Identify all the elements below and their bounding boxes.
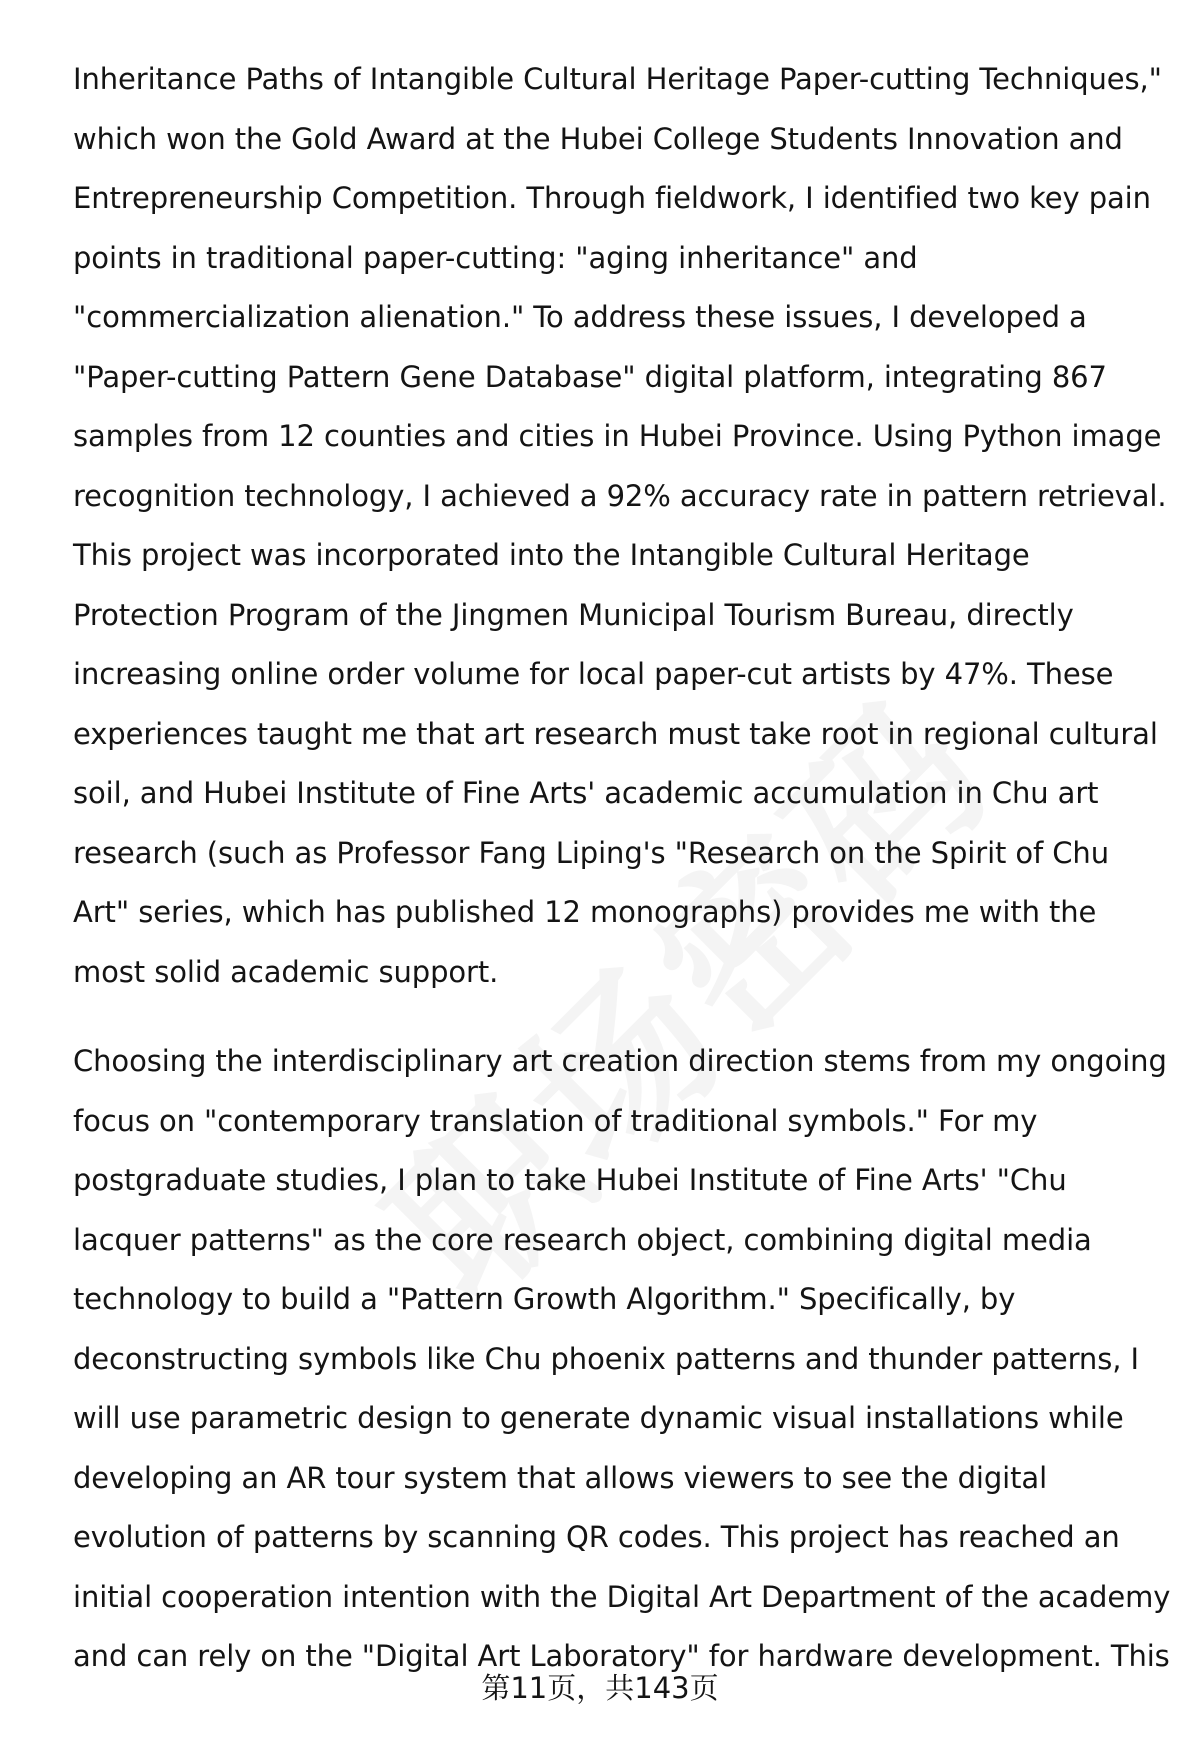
text-line: postgraduate studies, I plan to take Hubei Institute of Fine Arts' "Chu xyxy=(73,1163,1067,1197)
text-line: experiences taught me that art research must take root in regional cultural xyxy=(73,716,1158,751)
text-line: initial cooperation intention with the Digital Art Department of the academy xyxy=(73,1579,1171,1614)
text-line: recognition technology, I achieved a 92% accuracy rate in pattern retrieval. xyxy=(73,478,1167,513)
text-line: deconstructing symbols like Chu phoenix patterns and thunder patterns, I xyxy=(73,1341,1139,1376)
text-line: evolution of patterns by scanning QR codes. This project has reached an xyxy=(73,1520,1120,1554)
text-line: "Paper-cutting Pattern Gene Database" digital platform, integrating 867 xyxy=(73,359,1107,394)
text-line: This project was incorporated into the Intangible Cultural Heritage xyxy=(73,538,1030,572)
page-number-footer: 第11页，共143页 xyxy=(481,1671,719,1705)
text-line: Inheritance Paths of Intangible Cultural Heritage Paper-cutting Techniques," xyxy=(73,62,1162,96)
paragraph-2 xyxy=(73,1032,1171,1687)
text-line: developing an AR tour system that allows viewers to see the digital xyxy=(73,1460,1048,1495)
text-line: will use parametric design to generate dynamic visual installations while xyxy=(73,1401,1124,1435)
text-line: Protection Program of the Jingmen Municipal Tourism Bureau, directly xyxy=(73,597,1074,632)
text-line: samples from 12 counties and cities in Hubei Province. Using Python image xyxy=(73,419,1162,453)
text-line: increasing online order volume for local paper-cut artists by 47%. These xyxy=(73,657,1114,691)
text-line: research (such as Professor Fang Liping's "Research on the Spirit of Chu xyxy=(73,835,1109,870)
paragraph-1 xyxy=(73,50,1168,1002)
text-line: soil, and Hubei Institute of Fine Arts' academic accumulation in Chu art xyxy=(73,776,1099,810)
text-line: focus on "contemporary translation of traditional symbols." For my xyxy=(73,1103,1038,1138)
text-line: technology to build a "Pattern Growth Algorithm." Specifically, by xyxy=(73,1282,1016,1316)
text-line: Art" series, which has published 12 monographs) provides me with the xyxy=(73,895,1097,929)
text-line: points in traditional paper-cutting: "aging inheritance" and xyxy=(73,240,918,275)
text-line: lacquer patterns" as the core research object, combining digital media xyxy=(73,1222,1092,1257)
text-line: Entrepreneurship Competition. Through fieldwork, I identified two key pain xyxy=(73,181,1151,215)
text-line: "commercialization alienation." To address these issues, I developed a xyxy=(73,300,1087,334)
text-line: and can rely on the "Digital Art Laboratory" for hardware development. This xyxy=(73,1639,1170,1673)
text-line: which won the Gold Award at the Hubei College Students Innovation and xyxy=(73,121,1123,156)
text-line: Choosing the interdisciplinary art creation direction stems from my ongoing xyxy=(73,1044,1167,1078)
text-line: most solid academic support. xyxy=(73,954,499,989)
